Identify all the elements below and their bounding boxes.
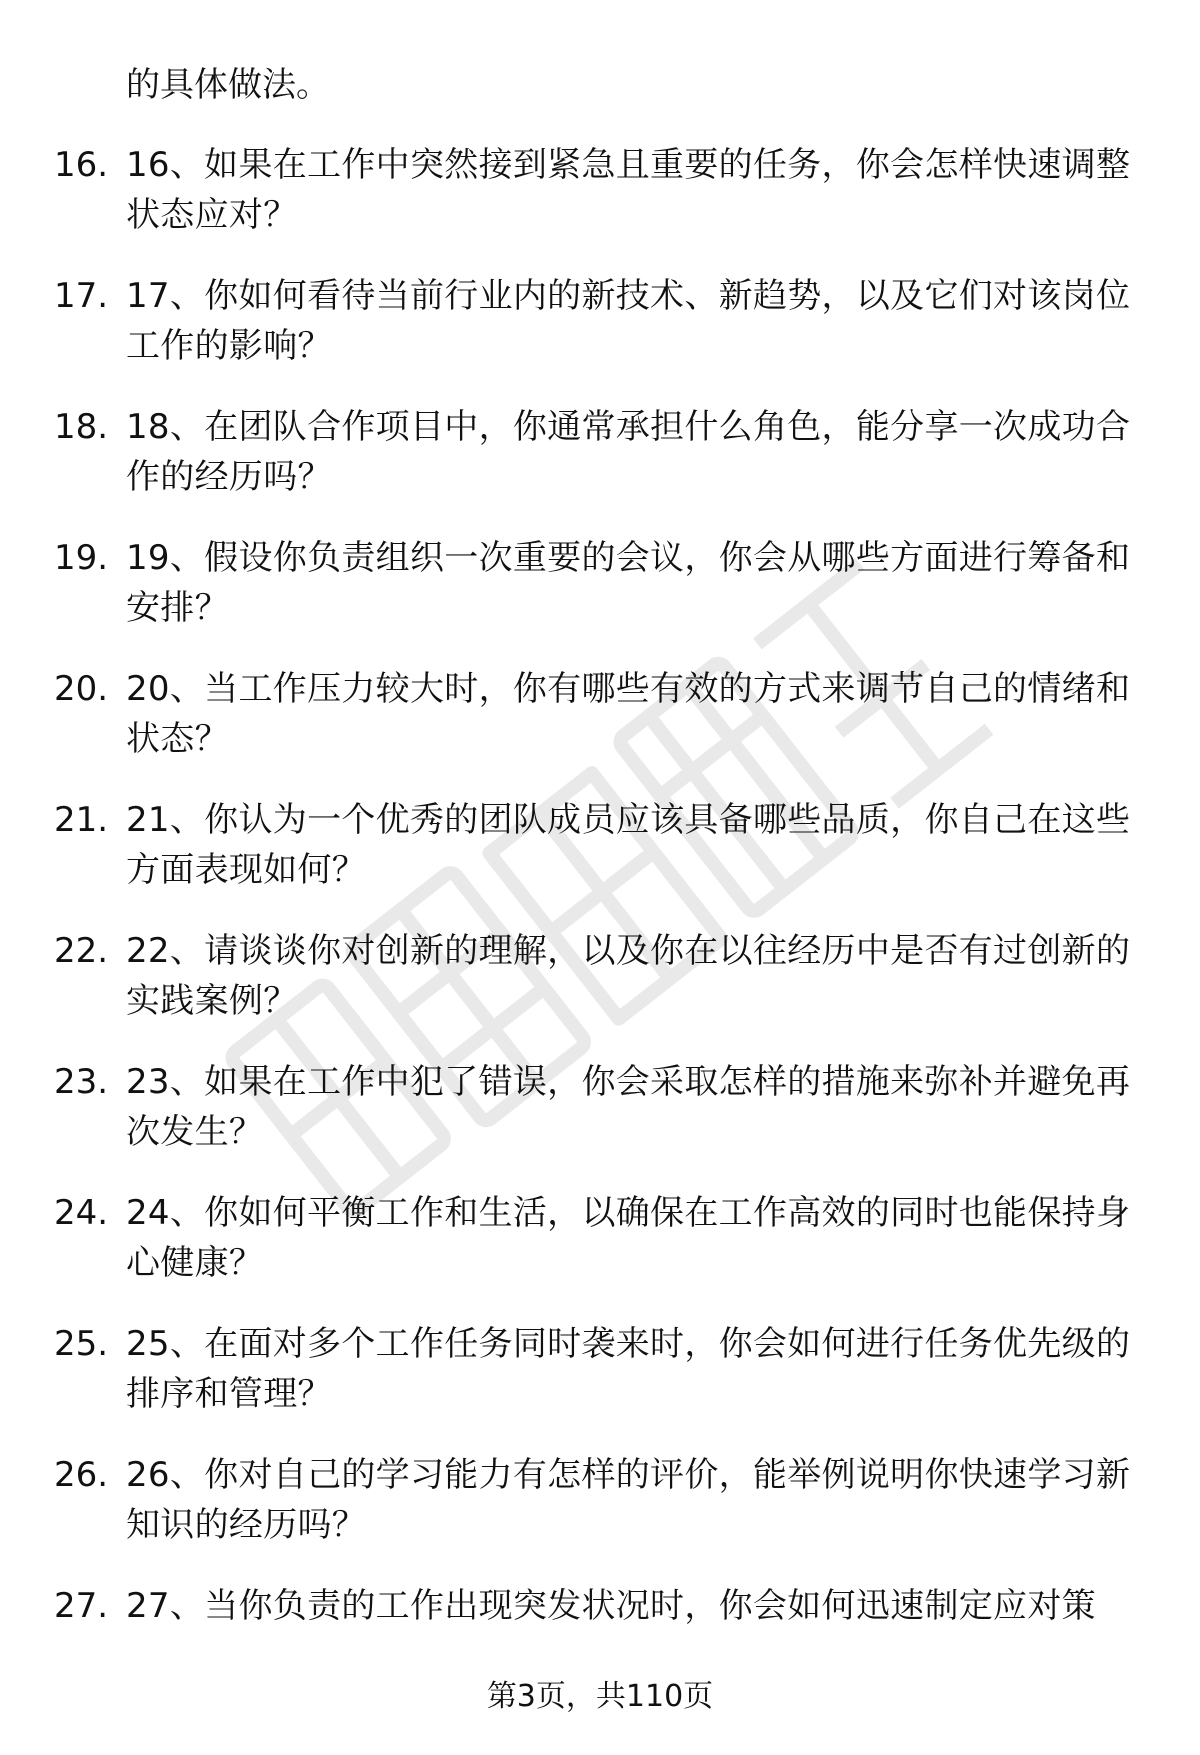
list-item — [0, 1188, 1200, 1319]
list-item — [0, 1319, 1200, 1450]
item-text: 27、当你负责的工作出现突发状况时，你会如何迅速制定应对策 — [126, 1586, 1096, 1626]
item-text: 24、你如何平衡工作和生活，以确保在工作高效的同时也能保持身心健康？ — [126, 1193, 1131, 1283]
question-list — [0, 140, 1200, 1712]
item-number: 25. — [54, 1324, 109, 1364]
list-item — [0, 140, 1200, 271]
item-text: 21、你认为一个优秀的团队成员应该具备哪些品质，你自己在这些方面表现如何？ — [126, 800, 1131, 890]
item-number: 20. — [54, 669, 109, 709]
item-number: 27. — [54, 1586, 109, 1626]
item-text: 17、你如何看待当前行业内的新技术、新趋势，以及它们对该岗位工作的影响？ — [126, 276, 1131, 366]
item-number: 26. — [54, 1455, 109, 1495]
item-number: 17. — [54, 276, 109, 316]
list-item — [0, 664, 1200, 795]
item-text: 23、如果在工作中犯了错误，你会采取怎样的措施来弥补并避免再次发生？ — [126, 1062, 1131, 1152]
item-text: 18、在团队合作项目中，你通常承担什么角色，能分享一次成功合作的经历吗？ — [126, 407, 1131, 497]
list-item — [0, 1057, 1200, 1188]
item-text: 25、在面对多个工作任务同时袭来时，你会如何进行任务优先级的排序和管理？ — [126, 1324, 1131, 1414]
list-item — [0, 402, 1200, 533]
item-text: 26、你对自己的学习能力有怎样的评价，能举例说明你快速学习新知识的经历吗？ — [126, 1455, 1131, 1545]
continuation-text: 的具体做法。 — [126, 65, 330, 105]
list-item — [0, 1450, 1200, 1581]
item-number: 18. — [54, 407, 109, 447]
item-text: 19、假设你负责组织一次重要的会议，你会从哪些方面进行筹备和安排？ — [126, 538, 1131, 628]
item-number: 19. — [54, 538, 109, 578]
list-item — [0, 926, 1200, 1057]
item-text: 16、如果在工作中突然接到紧急且重要的任务，你会怎样快速调整状态应对？ — [126, 145, 1131, 235]
item-text: 22、请谈谈你对创新的理解，以及你在以往经历中是否有过创新的实践案例？ — [126, 931, 1131, 1021]
page-footer: 第3页，共110页 — [486, 1679, 714, 1714]
item-number: 16. — [54, 145, 109, 185]
item-number: 22. — [54, 931, 109, 971]
list-item — [0, 795, 1200, 926]
item-number: 21. — [54, 800, 109, 840]
item-number: 23. — [54, 1062, 109, 1102]
list-item — [0, 271, 1200, 402]
list-item — [0, 533, 1200, 664]
item-text: 20、当工作压力较大时，你有哪些有效的方式来调节自己的情绪和状态？ — [126, 669, 1131, 759]
item-number: 24. — [54, 1193, 109, 1233]
